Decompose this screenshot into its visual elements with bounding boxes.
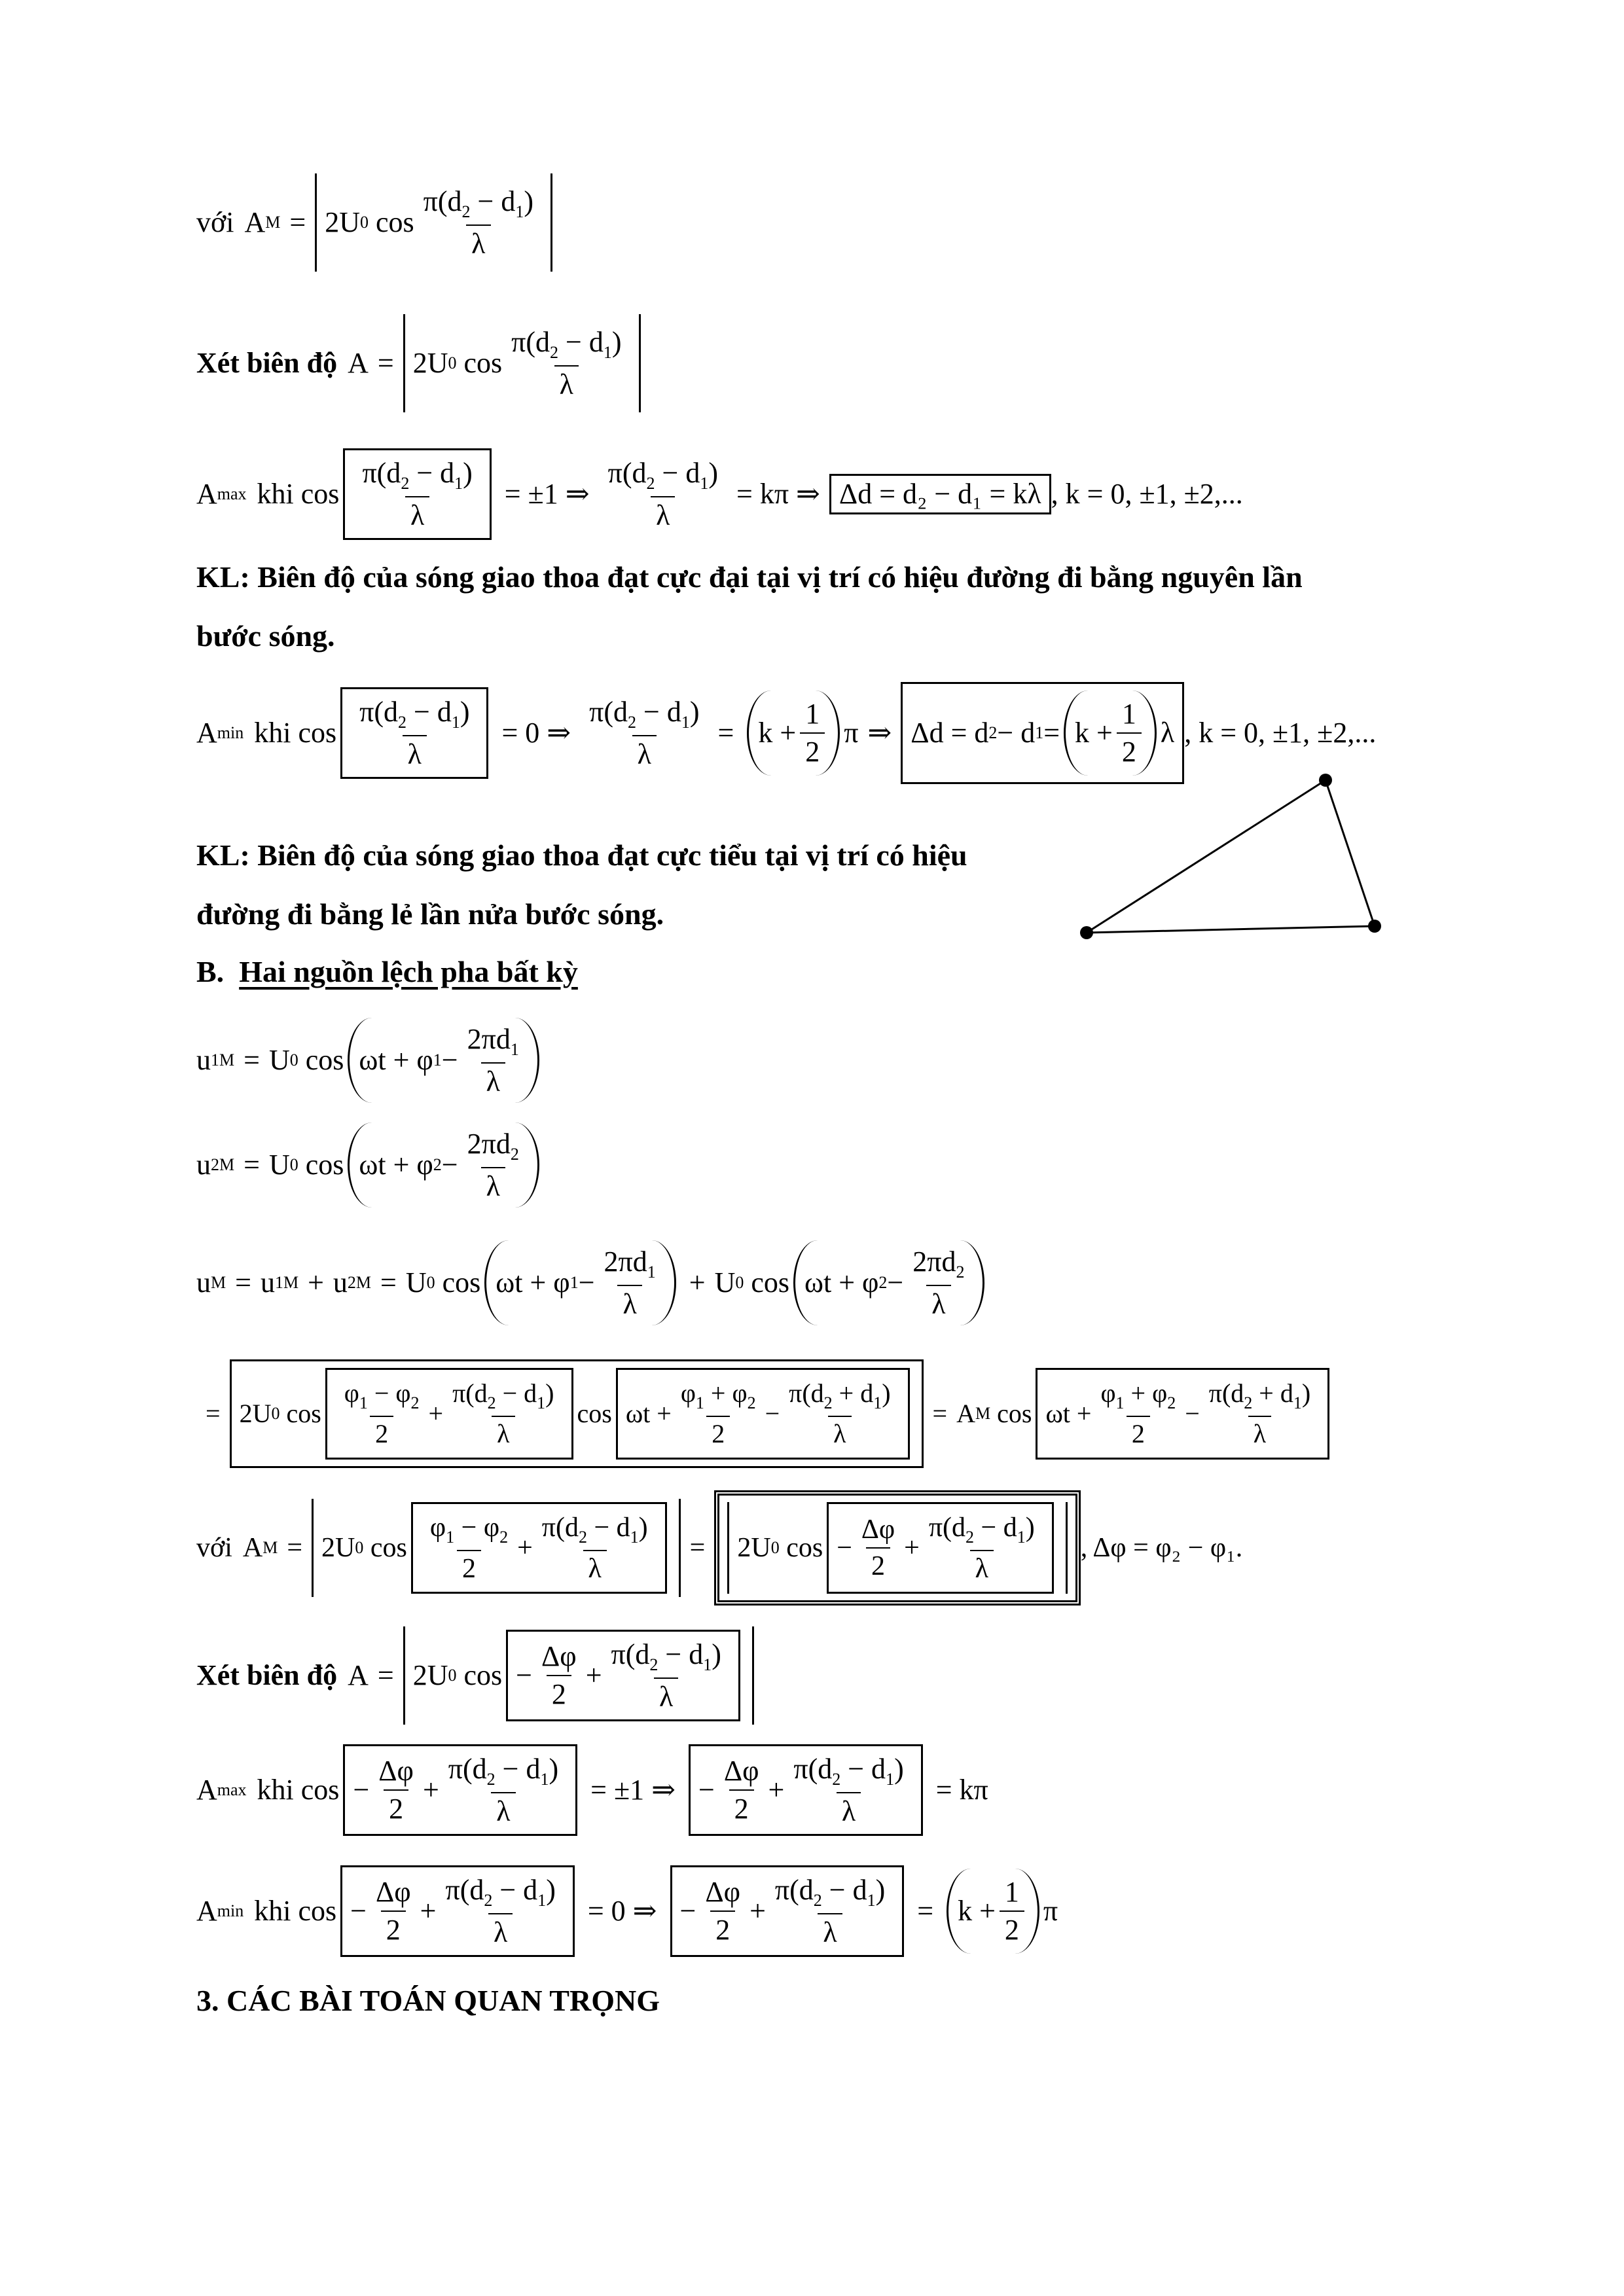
lhs-sub: M [211,1273,226,1292]
lhs: u [196,1149,211,1181]
lhs: A [196,717,217,749]
khi-word: khi [254,717,291,749]
um-sum-equation: u M = u 1M + u 2M = U 0 cos ωt + φ 1 − $\frac{2\pi d_1}{\lambda}$ + U 0 cos ωt + φ 2 − $\frac{2\pi d_2}{\lambda}$ [196,1217,988,1348]
conclusion-min: KL: Biên độ của sóng giao thoa đạt cực tiểu tại vị trí có hiệu [196,838,967,872]
triangle-figure [1074,766,1414,949]
k-values: , k = 0, ±1, ±2,... [1184,717,1377,749]
khi-word: khi [257,478,294,510]
amin-condition-b: A min khi cos − $\frac{\Delta\varphi}{2}$ + $\frac{\pi(d_2 - d_1)}{\lambda}$ = 0 ⇒ − $\frac{\Delta\varphi}{2}$ + $\frac{\pi(d_2 - d_1)}{\lambda}$ = k + $\frac{1}{2}$ π [196,1846,1058,1977]
heading-text: Hai nguồn lệch pha bất kỳ [239,955,578,988]
abs-expression: 2U 0 cos $\frac{\pi(d_2 - d_1)}{\lambda}$ [403,314,641,412]
consider-label: Xét biên độ [196,1659,338,1691]
amax-condition-line: A max khi cos $\frac{\pi(d_2 - d_1)}{\lambda}$ = ±1 ⇒ $\frac{\pi(d_2 - d_1)}{\lambda}$ = kπ ⇒ Δd = d₂ − d₁ = kλ , k = 0, ±1, ±2,... [196,429,1243,560]
am-definition-b: với A M = 2U 0 cos $\frac{\varphi_1 - \varphi_2}{2}$ + $\frac{\pi(d_2 - d_1)}{\lambda}$ = 2U 0 cos − $\frac{\Delta\varphi}{2}$ + $\frac{\pi(d_2 - d_1)}{\lambda}$ , Δφ = φ₂ − φ₁. [196,1479,1242,1617]
lhs-sub: M [265,213,281,232]
u2m-equation: u 2M = U 0 cos ωt + φ 2 − $\frac{2\pi d_2}{\lambda}$ [196,1106,543,1224]
prefix-text: với [196,1533,232,1563]
lhs: A [348,347,369,379]
boxed-result [829,474,1051,514]
heading-letter: B. [196,955,225,988]
bracket-expr: $\frac{\pi(d_2 - d_1)}{\lambda}$ [340,687,488,779]
um-product-equation: = 2U 0 cos $\frac{\varphi_1 - \varphi_2}{2}$ + $\frac{\pi(d_2 - d_1)}{\lambda}$ cos ωt + $\frac{\varphi_1 + \varphi_2}{2}$ − $\frac{\pi(d_2 + d_1)}{\lambda}$ = A M cos ωt + $\frac{\varphi_1 + \varphi_2}{2}$ − $\frac{\pi(d_2 + d_1)}{\lambda}$ [196,1348,1333,1479]
consider-label: Xét biên độ [196,347,338,379]
delta-phi-def: , Δφ = φ₂ − φ₁. [1080,1533,1243,1563]
amax-condition-b: A max khi cos − $\frac{\Delta\varphi}{2}$ + $\frac{\pi(d_2 - d_1)}{\lambda}$ = ±1 ⇒ − $\frac{\Delta\varphi}{2}$ + $\frac{\pi(d_2 - d_1)}{\lambda}$ = kπ [196,1725,998,1856]
amplitude-definition-line: với A M = 2U 0 cos $\frac{\pi(d_2 - d_1)}{\lambda}$ [196,157,552,288]
result-text: Δd = d₂ − d₁ = kλ [839,478,1041,510]
section-3-heading: 3. CÁC BÀI TOÁN QUAN TRỌNG [196,1984,660,2017]
u1m-equation: u 1M = U 0 cos ωt + φ 1 − $\frac{2\pi d_1}{\lambda}$ [196,1001,543,1119]
khi-word: khi [257,1774,294,1806]
boxed-result: Δd = d 2 − d 1 = k + $\frac{1}{2}$ λ [901,682,1184,784]
prefix-text: với [196,206,234,238]
consider-amplitude-b: Xét biên độ A = 2U 0 cos − $\frac{\Delta\varphi}{2}$ + $\frac{\pi(d_2 - d_1)}{\lambda}$ [196,1610,754,1741]
consider-amplitude-line: Xét biên độ A = 2U 0 cos $\frac{\pi(d_2 - d_1)}{\lambda}$ [196,298,641,429]
lhs-sub: min [217,723,244,742]
lhs-sub: 2M [211,1155,235,1174]
abs-expression: 2U 0 cos $\frac{\pi(d_2 - d_1)}{\lambda}$ [315,173,552,272]
lhs: A [196,478,217,510]
conclusion-max: KL: Biên độ của sóng giao thoa đạt cực đại tại vị trí có hiệu đường đi bằng nguyên lần [196,560,1303,594]
lhs-sub: 1M [211,1050,235,1069]
k-values: , k = 0, ±1, ±2,... [1051,478,1243,510]
amin-condition-line: A min khi cos $\frac{\pi(d_2 - d_1)}{\lambda}$ = 0 ⇒ $\frac{\pi(d_2 - d_1)}{\lambda}$ = k + $\frac{1}{2}$ π ⇒ Δd = d 2 − d 1 = k + $\frac{1}{2}$ λ , k = 0, ±1, ±2,... [196,668,1376,798]
boxed-product: 2U 0 cos $\frac{\varphi_1 - \varphi_2}{2}$ + $\frac{\pi(d_2 - d_1)}{\lambda}$ cos ωt + $\frac{\varphi_1 + \varphi_2}{2}$ − $\frac{\pi(d_2 + d_1)}{\lambda}$ [230,1359,924,1468]
bracket-expr: $\frac{\pi(d_2 - d_1)}{\lambda}$ [343,448,491,540]
lhs: u [196,1266,211,1299]
lhs-sub: max [217,484,247,503]
conclusion-min-cont: đường đi bằng lẻ lần nửa bước sóng. [196,897,664,931]
conclusion-max-cont: bước sóng. [196,619,335,653]
lhs: u [196,1044,211,1076]
double-boxed-amplitude: 2U 0 cos − $\frac{\Delta\varphi}{2}$ + $\frac{\pi(d_2 - d_1)}{\lambda}$ [714,1490,1080,1605]
section-b-heading [196,954,578,989]
khi-word: khi [254,1895,291,1927]
lhs: A [244,206,266,238]
